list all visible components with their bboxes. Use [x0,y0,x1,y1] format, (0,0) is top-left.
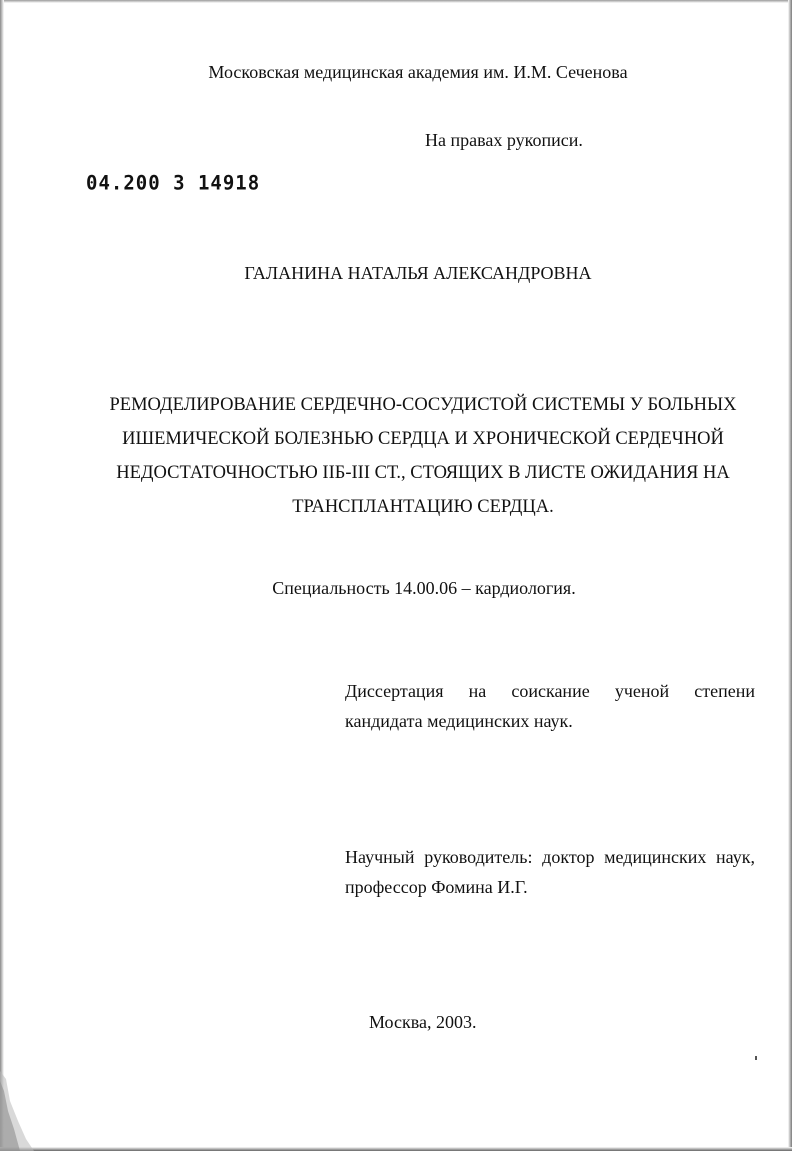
scan-edge-left [0,0,4,1151]
word: руководитель: [424,847,533,867]
specialty: Специальность 14.00.06 – кардиология. [272,578,576,598]
title-line: ИШЕМИЧЕСКОЙ БОЛЕЗНЬЮ СЕРДЦА И ХРОНИЧЕСКОЙ СЕРДЕЧНОЙ [122,429,724,449]
dissertation-title [90,388,756,524]
institution-name: Московская медицинская академия им. И.М. Сеченова [208,62,628,82]
word: ученой [614,681,670,701]
dissertation-note [345,676,755,736]
dissertation-line-1 [345,676,755,706]
scan-speck [755,1056,757,1060]
author-name: ГАЛАНИНА НАТАЛЬЯ АЛЕКСАНДРОВНА [244,263,592,283]
supervisor-note [345,842,755,902]
city-year: Москва, 2003. [369,1012,477,1032]
title-line: НЕДОСТАТОЧНОСТЬЮ IIБ-III СТ., СТОЯЩИХ В ЛИСТЕ ОЖИДАНИЯ НА [116,463,730,483]
word: Научный [345,847,415,867]
dissertation-line-2: кандидата медицинских наук. [345,711,573,731]
supervisor-line-2: профессор Фомина И.Г. [345,877,528,897]
scan-edge-bottom [0,1147,792,1151]
scan-edge-right [788,0,792,1151]
title-line: РЕМОДЕЛИРОВАНИЕ СЕРДЕЧНО-СОСУДИСТОЙ СИСТЕМЫ У БОЛЬНЫХ [109,395,737,415]
supervisor-line-1 [345,842,755,872]
word: доктор [542,847,595,867]
word: наук, [716,847,755,867]
word: соискание [511,681,590,701]
library-stamp: 04.200 3 14918 [86,171,261,195]
rights-note: На правах рукописи. [425,130,583,150]
scan-artifact-corner [0,1071,40,1151]
title-line: ТРАНСПЛАНТАЦИЮ СЕРДЦА. [292,497,554,517]
word: степени [694,681,755,701]
word: на [468,681,487,701]
word: медицинских [604,847,707,867]
scan-edge-top [0,0,792,3]
word: Диссертация [345,681,444,701]
